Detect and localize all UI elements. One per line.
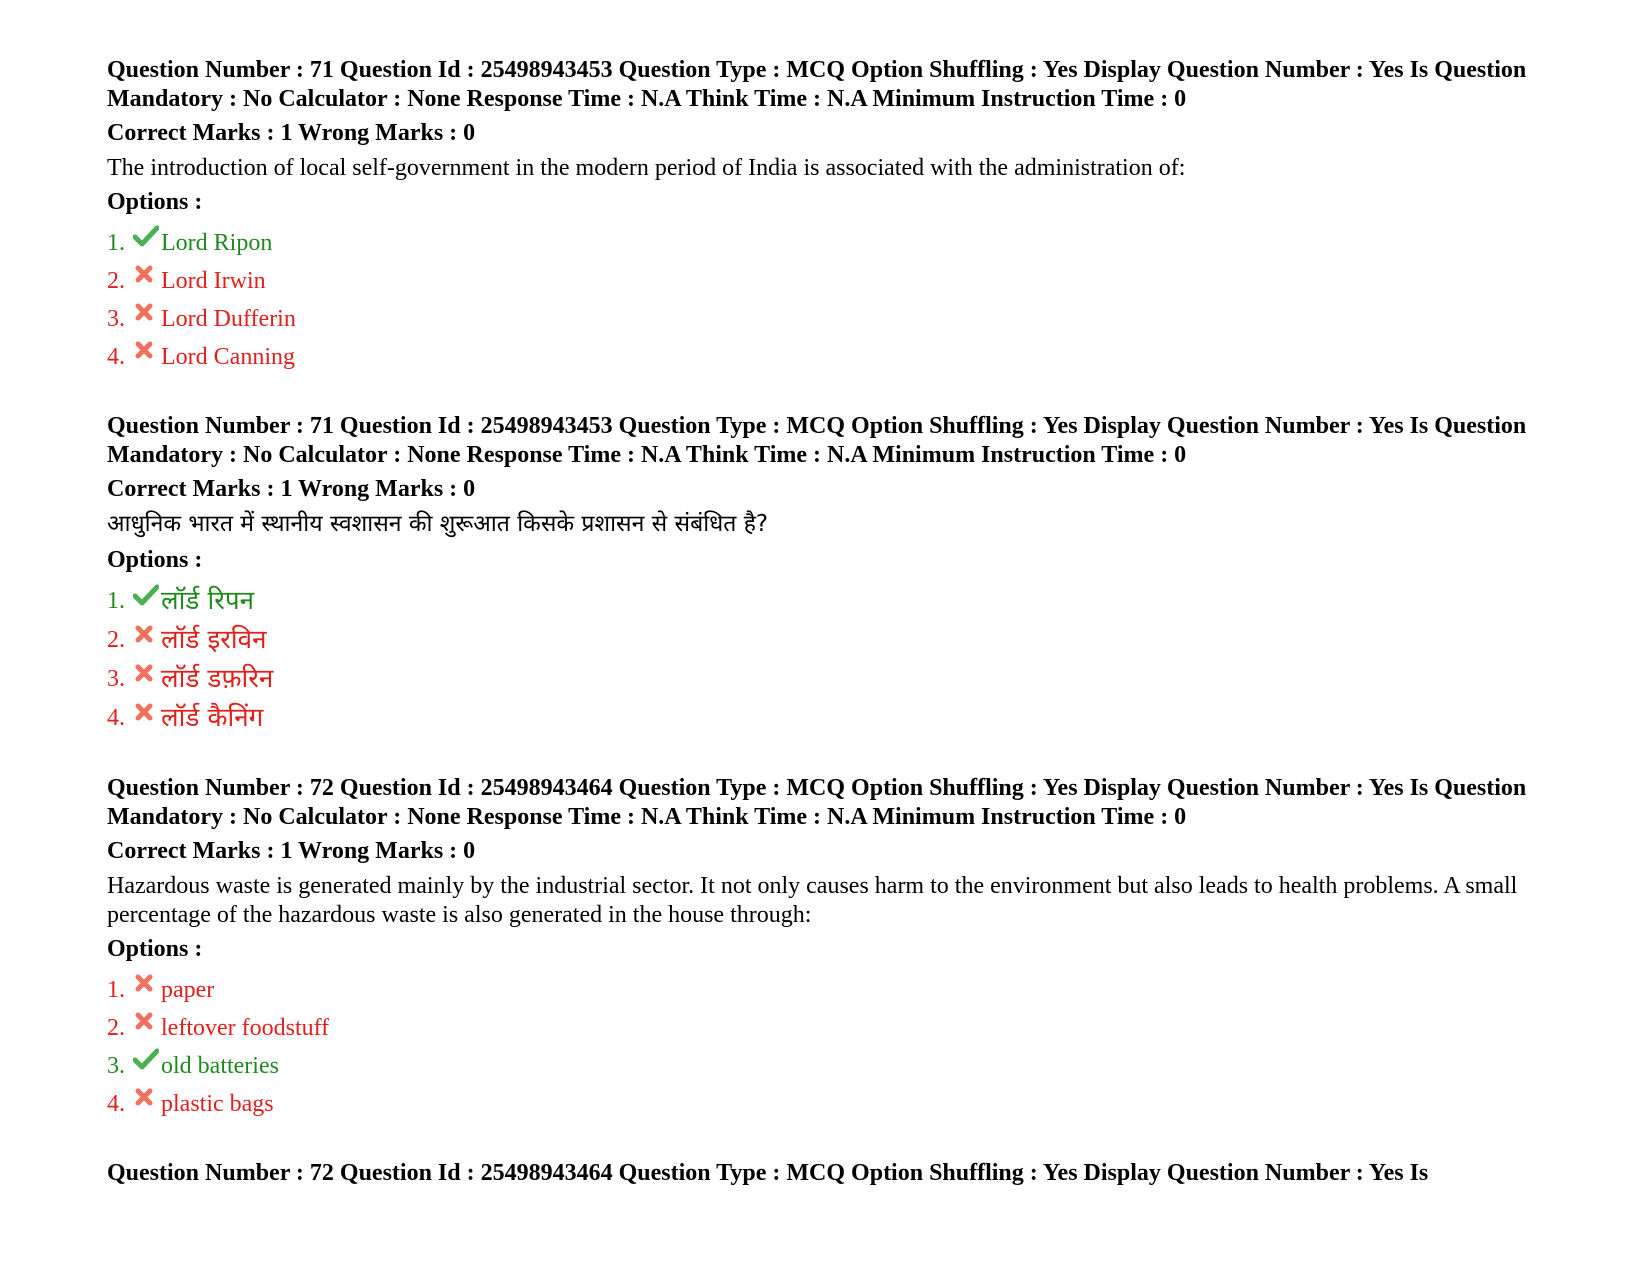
option-item <box>107 582 1547 621</box>
question-block-71-hi <box>107 412 1547 738</box>
option-number: 2. <box>107 267 125 294</box>
option-item <box>107 660 1547 699</box>
option-text: Lord Ripon <box>161 229 273 256</box>
options-label: Options : <box>107 547 203 573</box>
cross-icon <box>133 972 161 996</box>
cross-icon <box>133 1010 161 1034</box>
question-text: आधुनिक भारत में स्थानीय स्वशासन की शुरूआत किसके प्रशासन से संबंधित है? <box>107 511 769 537</box>
option-number: 1. <box>107 588 125 614</box>
marks-line: Correct Marks : 1 Wrong Marks : 0 <box>107 476 476 502</box>
option-number: 4. <box>107 343 125 370</box>
cross-icon <box>133 623 161 647</box>
option-text: old batteries <box>161 1052 279 1079</box>
cross-icon <box>133 339 161 363</box>
check-icon <box>133 584 161 608</box>
question-meta: Question Number : 72 Question Id : 25498943464 Question Type : MCQ Option Shuffling : Yes Display Question Number : Yes Is <box>107 1160 1429 1186</box>
question-meta: Question Number : 71 Question Id : 25498943453 Question Type : MCQ Option Shuffling : Yes Display Question Number : Yes Is Question Mandatory : No Calculator : None Response Time : N.A Think Time : N.A Minimum Instruction Time : 0 <box>107 57 1527 112</box>
check-icon <box>133 225 161 249</box>
option-text: लॉर्ड रिपन <box>161 586 255 616</box>
option-item <box>107 1085 1547 1123</box>
question-block-72-hi <box>107 1159 1547 1188</box>
cross-icon <box>133 662 161 686</box>
option-text: Lord Irwin <box>161 267 266 294</box>
options-list <box>107 971 1547 1123</box>
option-number: 2. <box>107 1014 125 1041</box>
question-meta: Question Number : 72 Question Id : 25498943464 Question Type : MCQ Option Shuffling : Yes Display Question Number : Yes Is Question Mandatory : No Calculator : None Response Time : N.A Think Time : N.A Minimum Instruction Time : 0 <box>107 775 1527 830</box>
option-text: Lord Dufferin <box>161 305 296 332</box>
option-item <box>107 224 1547 262</box>
question-paper <box>107 56 1547 1224</box>
option-number: 3. <box>107 305 125 332</box>
option-text: Lord Canning <box>161 343 295 370</box>
option-item <box>107 1009 1547 1047</box>
options-label: Options : <box>107 936 203 962</box>
option-number: 3. <box>107 1052 125 1079</box>
option-number: 1. <box>107 229 125 256</box>
option-text: लॉर्ड डफ़रिन <box>161 664 274 694</box>
option-number: 4. <box>107 1090 125 1117</box>
option-number: 2. <box>107 627 125 653</box>
cross-icon <box>133 301 161 325</box>
options-list <box>107 224 1547 376</box>
option-number: 1. <box>107 976 125 1003</box>
question-text: The introduction of local self-government in the modern period of India is associated with the administration of: <box>107 155 1186 181</box>
option-item <box>107 300 1547 338</box>
question-block-71-en <box>107 56 1547 376</box>
check-icon <box>133 1048 161 1072</box>
options-label: Options : <box>107 189 203 215</box>
option-text: plastic bags <box>161 1090 274 1117</box>
option-text: leftover foodstuff <box>161 1014 330 1041</box>
option-item <box>107 621 1547 660</box>
question-block-72-en <box>107 774 1547 1123</box>
options-list <box>107 582 1547 738</box>
option-number: 3. <box>107 666 125 692</box>
marks-line: Correct Marks : 1 Wrong Marks : 0 <box>107 838 476 864</box>
question-meta: Question Number : 71 Question Id : 25498943453 Question Type : MCQ Option Shuffling : Yes Display Question Number : Yes Is Question Mandatory : No Calculator : None Response Time : N.A Think Time : N.A Minimum Instruction Time : 0 <box>107 413 1527 468</box>
option-item <box>107 338 1547 376</box>
cross-icon <box>133 263 161 287</box>
option-text: लॉर्ड कैनिंग <box>161 703 264 733</box>
option-item <box>107 1047 1547 1085</box>
option-item <box>107 971 1547 1009</box>
cross-icon <box>133 1086 161 1110</box>
option-text: paper <box>161 976 215 1003</box>
cross-icon <box>133 701 161 725</box>
question-text: Hazardous waste is generated mainly by the industrial sector. It not only causes harm to the environment but also leads to health problems. A small percentage of the hazardous waste is also generated in the house through: <box>107 873 1518 928</box>
option-number: 4. <box>107 705 125 731</box>
option-text: लॉर्ड इरविन <box>161 625 267 655</box>
marks-line: Correct Marks : 1 Wrong Marks : 0 <box>107 120 476 146</box>
option-item <box>107 699 1547 738</box>
option-item <box>107 262 1547 300</box>
